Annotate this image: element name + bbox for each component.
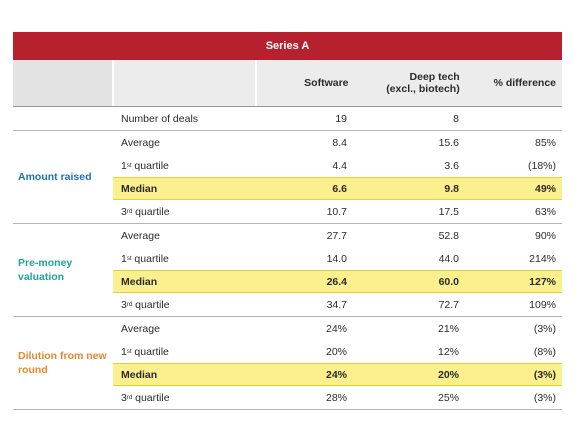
cell-software: 10.7 [326, 205, 347, 218]
header-software: Software [304, 77, 349, 89]
row-label: Number of deals [121, 112, 199, 125]
cell-deep-tech: 9.8 [353, 177, 465, 200]
table-title: Series A [13, 32, 562, 60]
row-label-text: 1 [121, 345, 127, 358]
cell-pct-difference: (3%) [533, 391, 556, 404]
row-label-text: 3 [121, 298, 127, 311]
header-label-cell [114, 60, 257, 106]
cell-software: 24% [255, 363, 353, 386]
group-label: Amount raised [18, 171, 92, 183]
cell-deep-tech: 15.6 [438, 136, 459, 149]
table-body [13, 131, 562, 410]
row-label [113, 131, 255, 154]
row-label-suffix: quartile [132, 298, 170, 311]
cell-software: 6.6 [255, 177, 353, 200]
cell-software: 8.4 [332, 136, 347, 149]
row-label-suffix: quartile [132, 391, 170, 404]
row-label-suffix: quartile [131, 252, 169, 265]
cell-software: 19 [335, 112, 347, 125]
row-label: 1 st quartile [121, 159, 169, 172]
cell-deep-tech: 17.5 [438, 205, 459, 218]
cell-pct-difference: 90% [534, 229, 556, 242]
cell-deep-tech: 72.7 [438, 298, 459, 311]
group-label: Pre-money valuation [18, 257, 73, 283]
cell-pct-difference: 127% [465, 270, 562, 293]
group-pre-money-valuation [13, 224, 562, 317]
row-label-suffix: quartile [131, 159, 169, 172]
cell-pct-difference: (3%) [533, 322, 556, 335]
cell-deep-tech: 21% [437, 322, 459, 335]
row-label [113, 317, 255, 340]
cell-software: 26.4 [255, 270, 353, 293]
group-amount-raised [13, 131, 562, 224]
row-label-suffix: quartile [132, 205, 170, 218]
row-label: 3 rd quartile [121, 391, 170, 404]
group-blank [13, 107, 113, 130]
group-dilution-from-new-round [13, 317, 562, 410]
cell-deep-tech: 3.6 [444, 159, 459, 172]
row-label: 3 rd quartile [121, 298, 170, 311]
row-label: 1 st quartile [121, 252, 169, 265]
row-label-text: Average [121, 229, 160, 242]
row-label-suffix: quartile [131, 345, 169, 358]
cell-software: 28% [325, 391, 347, 404]
row-label-text: Median [121, 275, 158, 288]
group-label: Dilution from new round [18, 350, 107, 376]
header-pct-difference: % difference [493, 77, 557, 89]
row-label-text: Average [121, 322, 160, 335]
row-label-text: Median [121, 368, 158, 381]
row-label-text: Average [121, 136, 160, 149]
header-deep-tech-line2: (excl., biotech) [386, 83, 460, 95]
table-row-number-of-deals [13, 107, 562, 131]
cell-software: 14.0 [326, 252, 347, 265]
cell-pct-difference [465, 107, 562, 130]
cell-deep-tech: 52.8 [438, 229, 459, 242]
row-label-text: 3 [121, 391, 127, 404]
cell-pct-difference: 214% [529, 252, 556, 265]
cell-pct-difference: (18%) [527, 159, 556, 172]
cell-software: 20% [325, 345, 347, 358]
cell-software: 27.7 [326, 229, 347, 242]
cell-deep-tech: 20% [353, 363, 465, 386]
cell-pct-difference: 109% [529, 298, 556, 311]
row-label: 1 st quartile [121, 345, 169, 358]
row-label [113, 224, 255, 247]
cell-deep-tech: 12% [437, 345, 459, 358]
row-label: 3 rd quartile [121, 205, 170, 218]
row-label [113, 363, 255, 386]
header-deep-tech [355, 60, 466, 106]
series-a-table [13, 32, 562, 410]
cell-deep-tech: 25% [437, 391, 459, 404]
header-deep-tech-line1: Deep tech [409, 71, 460, 83]
cell-deep-tech: 44.0 [438, 252, 459, 265]
cell-pct-difference: 49% [465, 177, 562, 200]
row-label [113, 270, 255, 293]
row-label-text: 3 [121, 205, 127, 218]
cell-software: 24% [325, 322, 347, 335]
cell-pct-difference: (3%) [465, 363, 562, 386]
cell-pct-difference: 63% [534, 205, 556, 218]
cell-pct-difference: (8%) [533, 345, 556, 358]
cell-software: 34.7 [326, 298, 347, 311]
table-header [13, 60, 562, 107]
cell-pct-difference: 85% [534, 136, 556, 149]
row-label-text: 1 [121, 252, 127, 265]
cell-software: 4.4 [332, 159, 347, 172]
row-label-text: Median [121, 182, 158, 195]
cell-deep-tech: 8 [453, 112, 459, 125]
row-label [113, 177, 255, 200]
cell-deep-tech: 60.0 [353, 270, 465, 293]
header-blank-cell [13, 60, 114, 106]
row-label-text: 1 [121, 159, 127, 172]
